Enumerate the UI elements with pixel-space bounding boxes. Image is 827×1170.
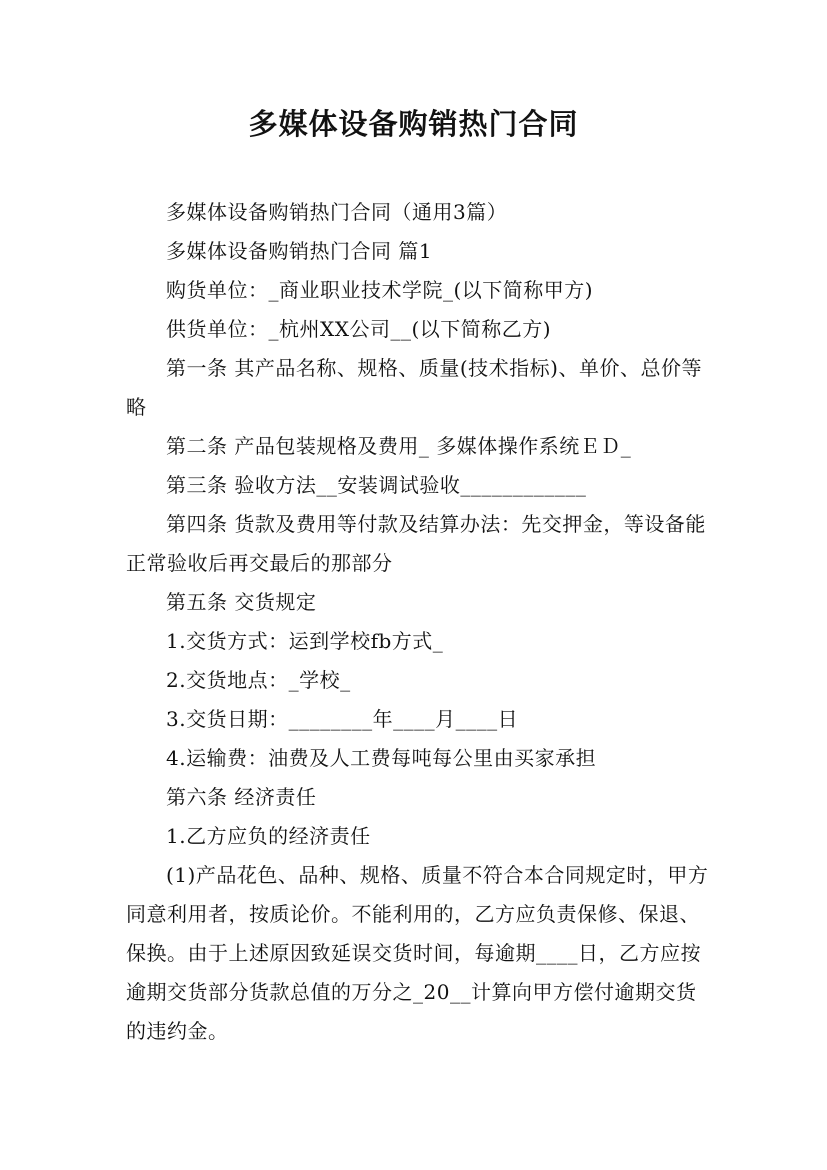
paragraph-transport-fee: 4.运输费：油费及人工费每吨每公里由买家承担	[166, 746, 597, 770]
paragraph-subtitle: 多媒体设备购销热门合同（通用3篇）	[166, 200, 508, 224]
paragraph-section-heading: 多媒体设备购销热门合同 篇1	[166, 239, 433, 263]
paragraph-liability-detail: (1)产品花色、品种、规格、质量不符合本合同规定时，甲方同意利用者，按质论价。不能利用的，乙方应负责保修、保退、保换。由于上述原因致延误交货时间，每逾期____日，乙方应按逾期交货部分货款总值的万分之_20__计算向甲方偿付逾期交货的违约金。	[126, 863, 709, 1043]
paragraph-delivery-method: 1.交货方式：运到学校fb方式_	[166, 629, 444, 653]
paragraph-article-1: 第一条 其产品名称、规格、质量(技术指标)、单价、总价等略	[126, 356, 702, 419]
paragraph-buyer: 购货单位：_商业职业技术学院_(以下简称甲方)	[166, 278, 594, 302]
paragraph-article-6: 第六条 经济责任	[166, 785, 317, 809]
paragraph-party-b-liability: 1.乙方应负的经济责任	[166, 824, 371, 848]
paragraph-article-3: 第三条 验收方法__安装调试验收____________	[166, 473, 587, 497]
paragraph-article-5: 第五条 交货规定	[166, 590, 317, 614]
document-title: 多媒体设备购销热门合同	[248, 107, 579, 141]
paragraph-delivery-place: 2.交货地点：_学校_	[166, 668, 351, 692]
paragraph-delivery-date: 3.交货日期：________年____月____日	[166, 707, 519, 731]
paragraph-article-4: 第四条 货款及费用等付款及结算办法：先交押金，等设备能正常验收后再交最后的那部分	[126, 512, 706, 575]
paragraph-article-2: 第二条 产品包装规格及费用_ 多媒体操作系统ＥＤ_	[166, 434, 632, 458]
document-body	[126, 193, 716, 1051]
paragraph-supplier: 供货单位：_杭州XX公司__(以下简称乙方)	[166, 317, 552, 341]
